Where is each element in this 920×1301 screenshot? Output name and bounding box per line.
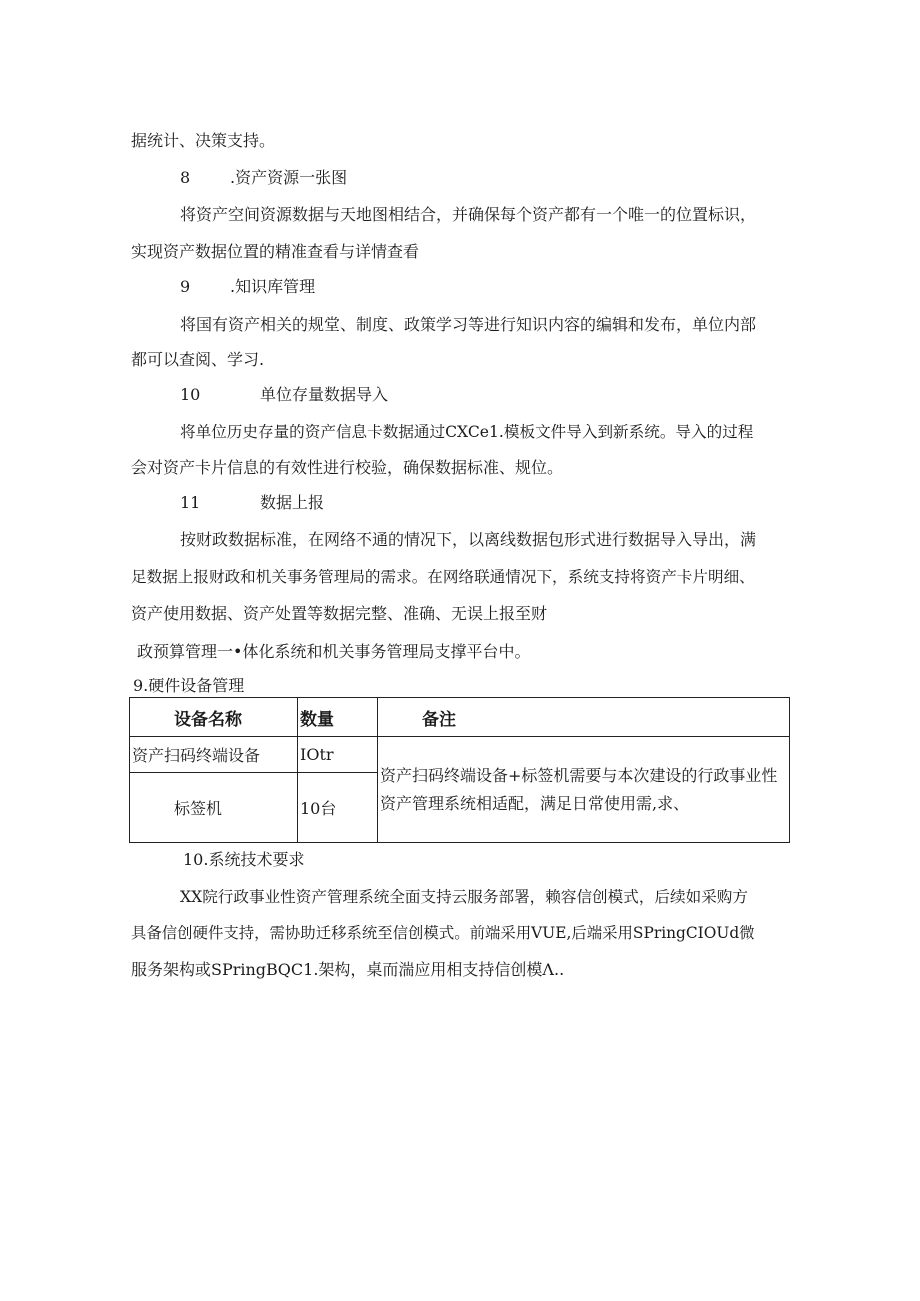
quantity-cell: IOtr xyxy=(298,737,378,773)
heading-number: 10 xyxy=(180,385,201,404)
header-remarks: 备注 xyxy=(378,698,790,737)
paragraph-line: 将国有资产相关的规堂、制度、政策学习等进行知识内容的编辑和发布，单位内部 xyxy=(180,315,757,334)
section-heading: 9.硬件设备管理 xyxy=(133,676,245,695)
heading-number: 11 xyxy=(180,493,201,512)
paragraph-line: 将单位历史存量的资产信息卡数据通过CXCe1.模板文件导入到新系统。导入的过程 xyxy=(180,423,754,441)
header-device-name: 设备名称 xyxy=(130,698,298,737)
paragraph-line: 足数据上报财政和机关事务管理局的需求。在网络联通情况下，系统支持将资产卡片明细、 xyxy=(131,568,755,586)
heading-title: .知识库管理 xyxy=(230,277,316,296)
hardware-table xyxy=(129,697,790,843)
paragraph-line: 资产使用数据、资产处置等数据完整、准确、无误上报至财 xyxy=(131,604,548,623)
table-row xyxy=(130,737,790,773)
device-name-cell: 标签机 xyxy=(130,773,298,843)
paragraph-line: 具备信创硬件支持，需协助迁移系统至信创模式。前端采用VUE,后端采用SPringCIOUd微 xyxy=(131,924,755,942)
paragraph-line: 都可以查阅、学习. xyxy=(131,350,265,369)
paragraph-line: 将资产空间资源数据与天地图相结合，并确保每个资产都有一个唯一的位置标识， xyxy=(180,205,757,224)
paragraph-line: 实现资产数据位置的精准查看与详情查看 xyxy=(131,242,420,261)
paragraph-line: 据统计、决策支持。 xyxy=(131,131,276,150)
paragraph-line: 按财政数据标准，在网络不通的情况下，以离线数据包形式进行数据导入导出，满 xyxy=(180,530,757,549)
heading-number: 8 xyxy=(180,168,191,187)
header-quantity: 数量 xyxy=(298,698,378,737)
paragraph-line: XX院行政事业性资产管理系统全面支持云服务部署，赖容信创模式，后续如采购方 xyxy=(180,888,748,906)
paragraph-line: 服务架构或SPringBQC1.架构，桌而湍应用相支持信创模Λ.. xyxy=(131,960,565,979)
table-header-row xyxy=(130,698,790,737)
heading-title: 数据上报 xyxy=(260,493,325,512)
remarks-cell: 资产扫码终端设备+标签机需要与本次建设的行政事业性资产管理系统相适配，满足日常使用需,求、 xyxy=(378,737,790,843)
heading-title: .资产资源一张图 xyxy=(230,168,348,187)
device-name-cell: 资产扫码终端设备 xyxy=(130,737,298,773)
paragraph-line: 政预算管理一•体化系统和机关事务管理局支撑平台中。 xyxy=(137,642,531,661)
heading-number: 9 xyxy=(180,277,191,296)
heading-title: 单位存量数据导入 xyxy=(260,385,389,404)
paragraph-line: 会对资产卡片信息的有效性进行校验，确保数据标准、规位。 xyxy=(131,458,564,477)
quantity-cell: 10台 xyxy=(298,773,378,843)
section-heading: 10.系统技术要求 xyxy=(183,850,305,869)
